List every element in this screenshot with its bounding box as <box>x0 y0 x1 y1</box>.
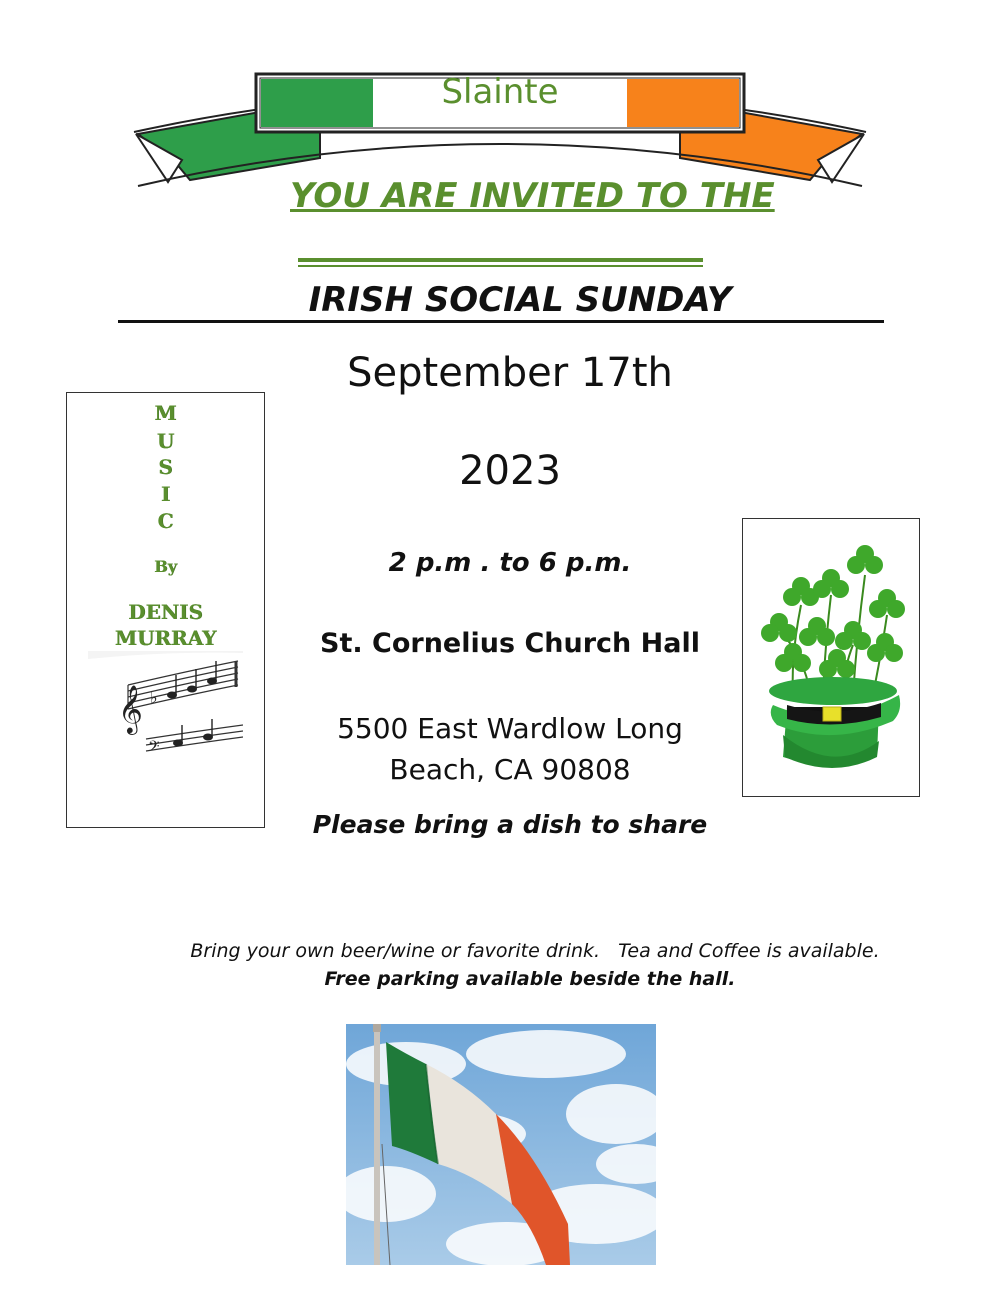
sheet-music-icon <box>88 651 243 754</box>
performer-first-name: DENIS <box>128 600 203 624</box>
music-letter: C <box>157 509 174 533</box>
address-line-2: Beach, CA 90808 <box>389 753 631 786</box>
performer-last-name: MURRAY <box>114 626 217 650</box>
drinks-note: Bring your own beer/wine or favorite drink. Tea and Coffee is available. <box>190 940 880 962</box>
svg-text:𝄞: 𝄞 <box>118 684 143 733</box>
event-address <box>300 708 720 790</box>
music-info-box <box>66 392 265 828</box>
event-date: September 17th <box>347 350 673 396</box>
music-letter: I <box>160 482 171 506</box>
music-by-label: By <box>154 557 177 576</box>
performer-name <box>67 599 264 651</box>
invitation-heading: YOU ARE INVITED TO THE <box>290 176 775 216</box>
blank-fill-line-under <box>298 265 703 267</box>
event-time: 2 p.m . to 6 p.m. <box>388 548 632 578</box>
event-venue: St. Cornelius Church Hall <box>320 628 700 659</box>
irish-flag-photo-icon <box>346 1024 656 1265</box>
svg-text:𝄢: 𝄢 <box>148 738 160 754</box>
banner-title: Slainte <box>441 72 559 112</box>
event-title: IRISH SOCIAL SUNDAY <box>308 280 732 320</box>
music-letter: S <box>158 455 173 479</box>
music-letter: U <box>156 429 175 453</box>
dish-note: Please bring a dish to share <box>312 810 708 839</box>
svg-text:♭: ♭ <box>150 688 158 707</box>
address-line-1: 5500 East Wardlow Long <box>337 712 683 745</box>
title-divider <box>118 320 884 323</box>
leprechaun-hat-shamrocks-icon <box>753 535 909 785</box>
music-letter: M <box>154 401 177 425</box>
parking-note: Free parking available beside the hall. <box>324 968 736 990</box>
event-year: 2023 <box>459 448 561 494</box>
shamrock-hat-box <box>742 518 920 797</box>
blank-fill-line <box>298 258 703 262</box>
